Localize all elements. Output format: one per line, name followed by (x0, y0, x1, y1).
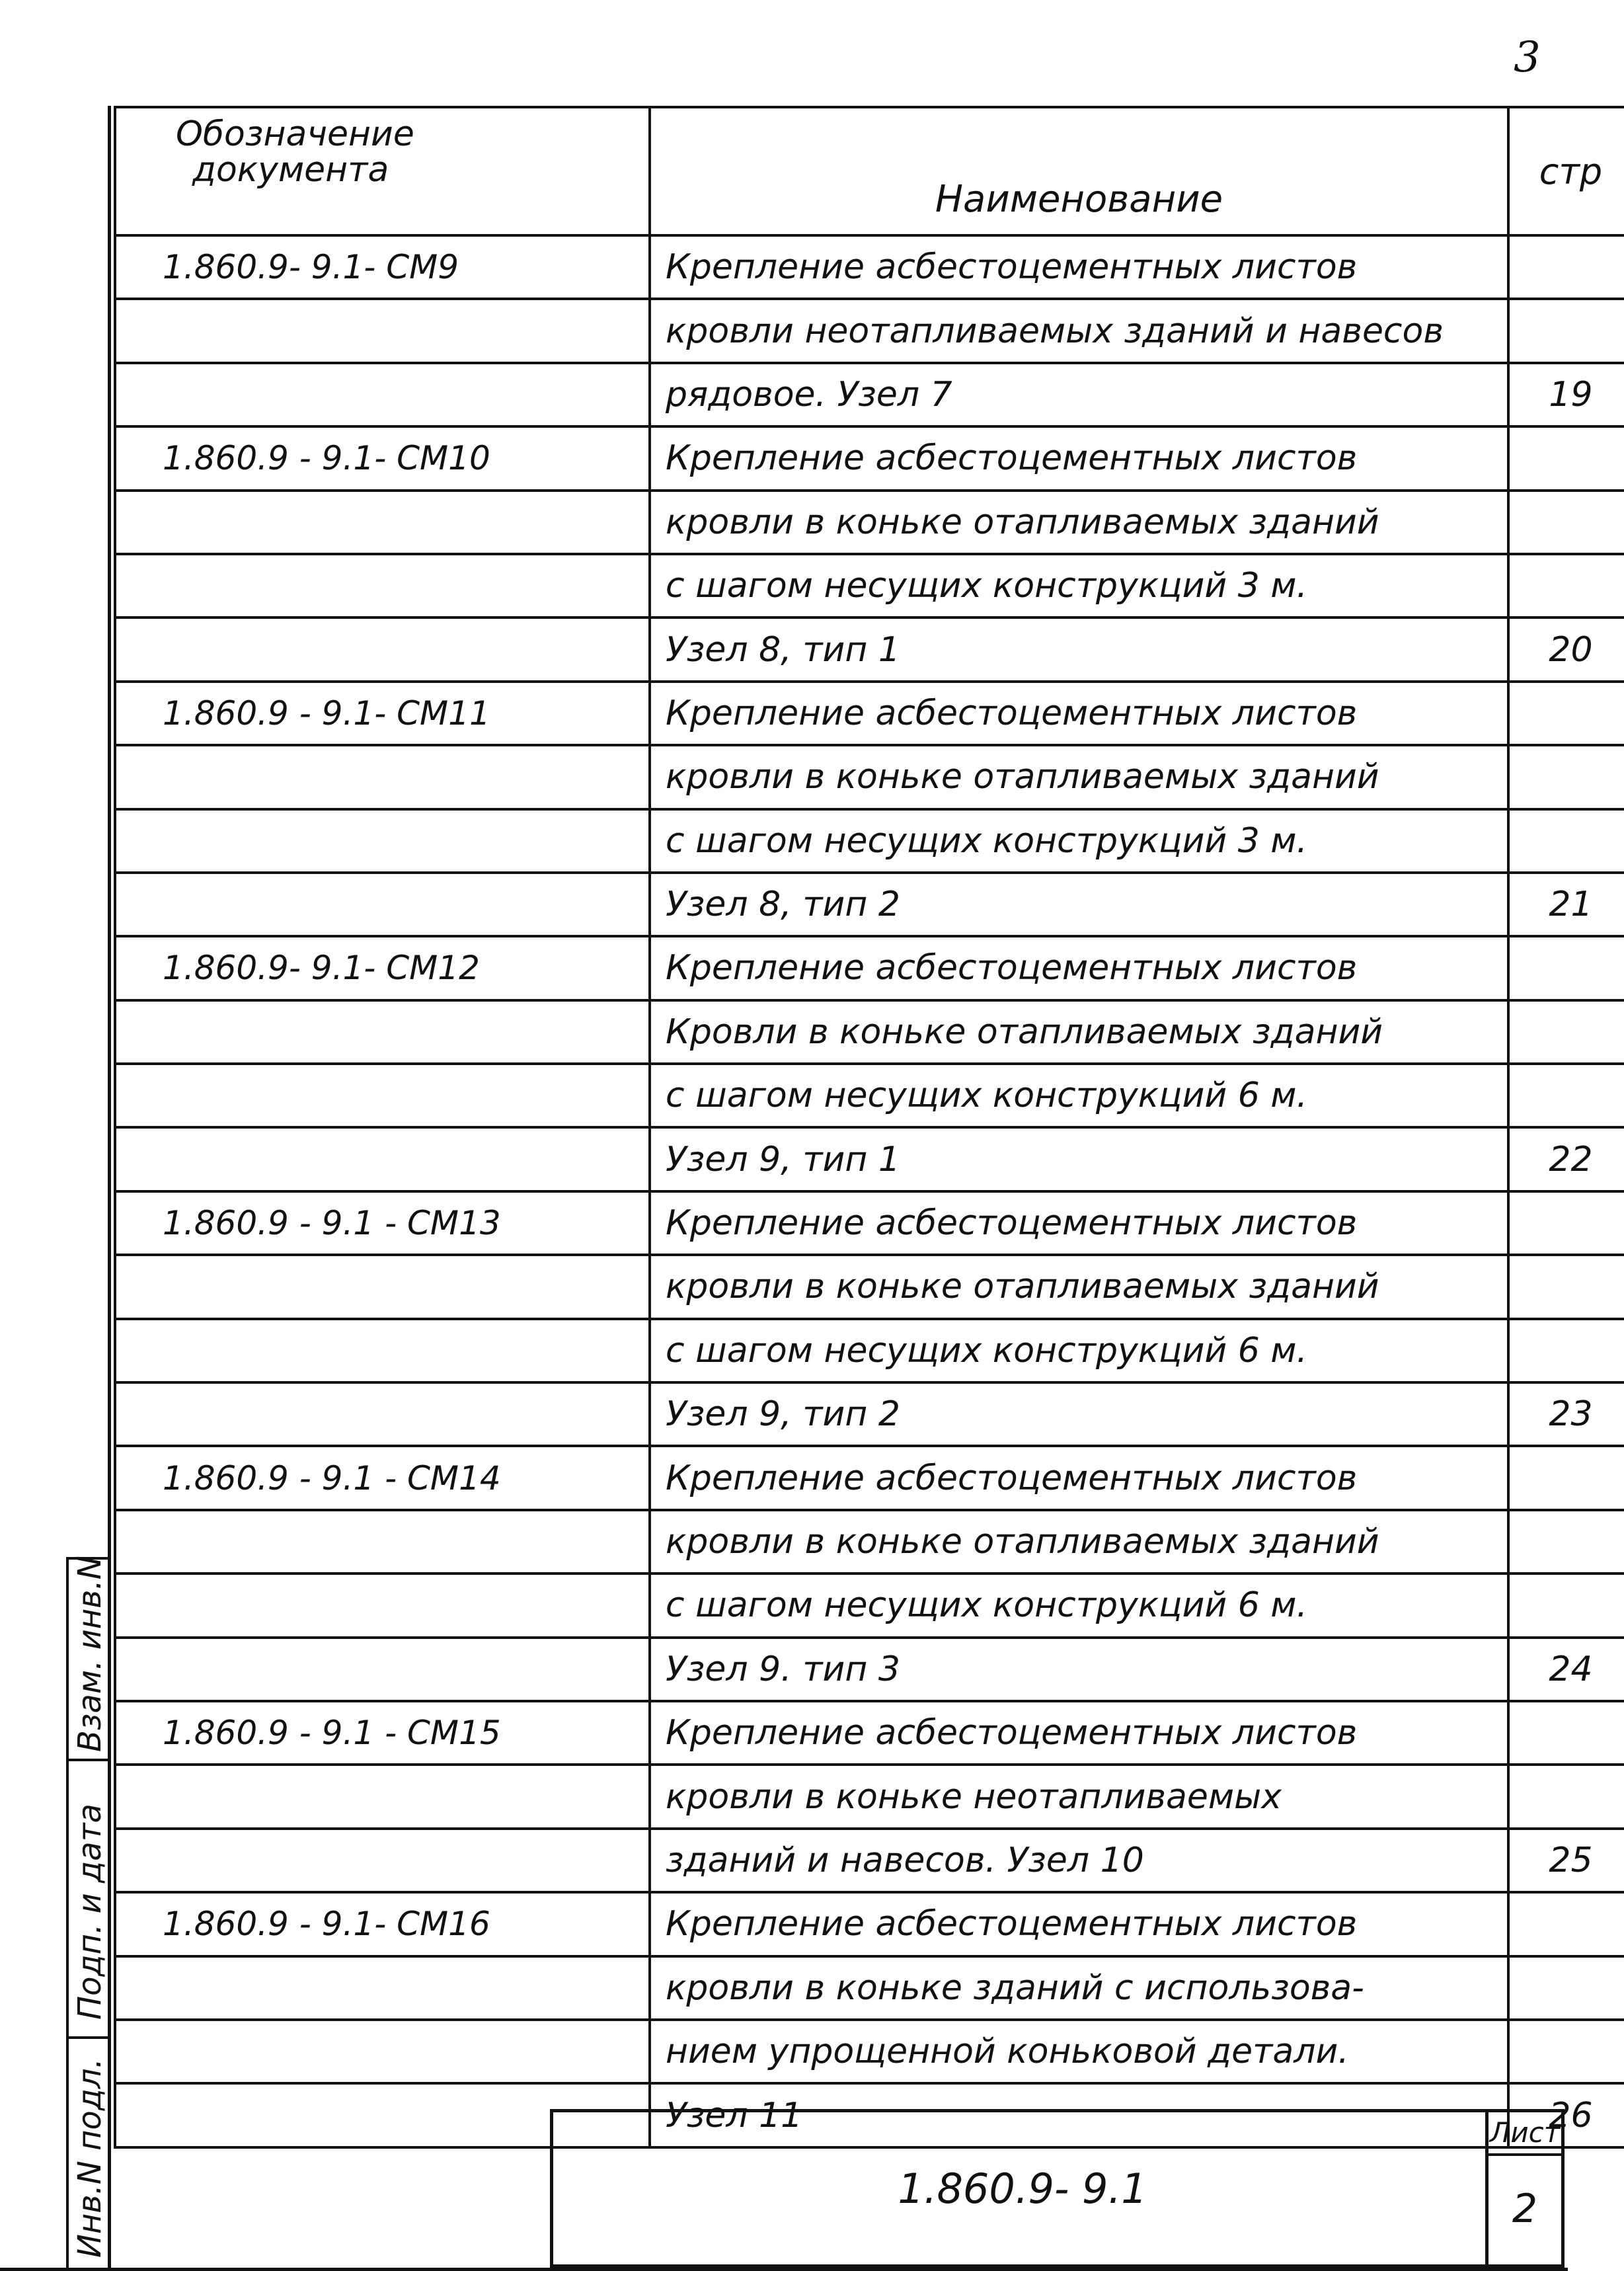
header-code-label-line1: Обозначение (176, 114, 414, 154)
row-page-cell: 24 (1508, 1638, 1624, 1701)
row-name-cell: с шагом несущих конструкций 6 м. (650, 1574, 1508, 1637)
row-name-cell: Узел 8, тип 2 (650, 873, 1508, 936)
row-page-cell (1508, 1765, 1624, 1828)
table-row (115, 554, 1624, 618)
row-page-cell (1508, 1000, 1624, 1064)
contents-table (114, 106, 1624, 2149)
row-name-cell: кровли в коньке отапливаемых зданий (650, 745, 1508, 809)
row-code-cell (115, 554, 650, 618)
row-code-cell (115, 809, 650, 873)
row-name-cell: с шагом несущих конструкций 6 м. (650, 1319, 1508, 1382)
row-name-cell: кровли неотапливаемых зданий и навесов (650, 299, 1508, 362)
row-name-cell: с шагом несущих конструкций 3 м. (650, 809, 1508, 873)
row-page-cell (1508, 1191, 1624, 1255)
row-page-cell (1508, 426, 1624, 490)
row-code-cell (115, 1064, 650, 1127)
row-code-cell (115, 491, 650, 554)
row-page-cell (1508, 809, 1624, 873)
title-block-sheet-number: 2 (1512, 2186, 1538, 2232)
row-page-cell (1508, 1446, 1624, 1509)
row-name-cell: с шагом несущих конструкций 6 м. (650, 1064, 1508, 1127)
row-page-cell: 25 (1508, 1829, 1624, 1892)
row-page-cell (1508, 745, 1624, 809)
table-row (115, 745, 1624, 809)
row-code-cell (115, 1829, 650, 1892)
table-row (115, 1127, 1624, 1191)
stamp-inner-border (66, 1557, 69, 2268)
row-code-cell (115, 299, 650, 362)
table-row (115, 1765, 1624, 1828)
row-page-cell (1508, 1574, 1624, 1637)
row-name-cell: Кровли в коньке отапливаемых зданий (650, 1000, 1508, 1064)
table-row (115, 491, 1624, 554)
table-row (115, 809, 1624, 873)
row-page-cell: 23 (1508, 1382, 1624, 1446)
row-page-cell (1508, 936, 1624, 1000)
row-code-cell (115, 1255, 650, 1318)
table-row (115, 1574, 1624, 1637)
row-name-cell: Узел 9. тип 3 (650, 1638, 1508, 1701)
title-block-sheet (1485, 2112, 1561, 2264)
row-page-cell (1508, 299, 1624, 362)
row-name-cell: Узел 8, тип 1 (650, 618, 1508, 681)
page-number: 3 (1514, 33, 1541, 82)
header-code-label-line2: документа (192, 150, 389, 190)
title-block-doc-code: 1.860.9- 9.1 (898, 2164, 1147, 2213)
row-page-cell (1508, 1701, 1624, 1765)
row-page-cell (1508, 1510, 1624, 1574)
row-code-cell: 1.860.9 - 9.1 - СМ15 (115, 1701, 650, 1765)
row-code-cell: 1.860.9 - 9.1- СМ16 (115, 1892, 650, 1956)
table-row (115, 2020, 1624, 2083)
row-page-cell (1508, 491, 1624, 554)
row-code-cell (115, 873, 650, 936)
row-page-cell (1508, 2020, 1624, 2083)
row-name-cell: Узел 9, тип 1 (650, 1127, 1508, 1191)
row-code-cell (115, 618, 650, 681)
row-name-cell: Крепление асбестоцементных листов (650, 235, 1508, 299)
row-page-cell: 20 (1508, 618, 1624, 681)
table-row (115, 936, 1624, 1000)
table-row (115, 682, 1624, 745)
row-name-cell: кровли в коньке отапливаемых зданий (650, 491, 1508, 554)
title-block (550, 2109, 1565, 2268)
table-row (115, 1191, 1624, 1255)
row-name-cell: Узел 11 (650, 2083, 1508, 2147)
row-name-cell: Крепление асбестоцементных листов (650, 1892, 1508, 1956)
row-name-cell: нием упрощенной коньковой детали. (650, 2020, 1508, 2083)
row-page-cell: 19 (1508, 363, 1624, 426)
row-name-cell: Крепление асбестоцементных листов (650, 1701, 1508, 1765)
row-page-cell (1508, 1064, 1624, 1127)
row-code-cell (115, 1319, 650, 1382)
row-name-cell: кровли в коньке отапливаемых зданий (650, 1510, 1508, 1574)
row-name-cell: Крепление асбестоцементных листов (650, 936, 1508, 1000)
table-row (115, 1319, 1624, 1382)
header-name-cell: Наименование (650, 107, 1508, 235)
row-page-cell (1508, 1956, 1624, 2020)
table-row (115, 1255, 1624, 1318)
row-code-cell (115, 745, 650, 809)
table-row (115, 1064, 1624, 1127)
row-name-cell: Крепление асбестоцементных листов (650, 426, 1508, 490)
table-row (115, 1510, 1624, 1574)
stamp-replace-inv: Взам. инв.N (71, 1556, 108, 1752)
row-page-cell: 26 (1508, 2083, 1624, 2147)
row-code-cell (115, 1956, 650, 2020)
stamp-sign-date: Подп. и дата (71, 1804, 108, 2020)
row-code-cell (115, 1765, 650, 1828)
row-name-cell: Крепление асбестоцементных листов (650, 682, 1508, 745)
row-page-cell (1508, 1892, 1624, 1956)
row-name-cell: Крепление асбестоцементных листов (650, 1446, 1508, 1509)
table-row (115, 1000, 1624, 1064)
row-name-cell: рядовое. Узел 7 (650, 363, 1508, 426)
table-row (115, 1701, 1624, 1765)
row-code-cell (115, 2020, 650, 2083)
row-page-cell (1508, 682, 1624, 745)
table-row (115, 873, 1624, 936)
table-row (115, 1956, 1624, 2020)
header-code-cell (115, 107, 650, 235)
table-row (115, 618, 1624, 681)
header-page-cell: стр (1508, 107, 1624, 235)
row-code-cell: 1.860.9 - 9.1 - СМ14 (115, 1446, 650, 1509)
row-name-cell: зданий и навесов. Узел 10 (650, 1829, 1508, 1892)
table-header-row (115, 107, 1624, 235)
table-row (115, 1382, 1624, 1446)
row-name-cell: кровли в коньке отапливаемых зданий (650, 1255, 1508, 1318)
table-row (115, 1829, 1624, 1892)
row-code-cell (115, 1638, 650, 1701)
row-page-cell (1508, 1319, 1624, 1382)
table-row (115, 299, 1624, 362)
row-name-cell: с шагом несущих конструкций 3 м. (650, 554, 1508, 618)
row-code-cell (115, 1574, 650, 1637)
row-code-cell (115, 1000, 650, 1064)
row-name-cell: кровли в коньке зданий с использова- (650, 1956, 1508, 2020)
row-code-cell: 1.860.9- 9.1- СМ12 (115, 936, 650, 1000)
title-block-sheet-label: Лист (1489, 2112, 1561, 2156)
row-name-cell: кровли в коньке неотапливаемых (650, 1765, 1508, 1828)
table-row (115, 363, 1624, 426)
table-row (115, 1638, 1624, 1701)
row-code-cell: 1.860.9 - 9.1- СМ10 (115, 426, 650, 490)
row-code-cell (115, 1127, 650, 1191)
row-code-cell (115, 1510, 650, 1574)
row-page-cell (1508, 235, 1624, 299)
table-row (115, 1892, 1624, 1956)
stamp-divider-2 (66, 2036, 111, 2039)
stamp-divider-1 (66, 1759, 111, 1761)
row-code-cell: 1.860.9- 9.1- СМ9 (115, 235, 650, 299)
row-page-cell (1508, 1255, 1624, 1318)
row-code-cell: 1.860.9 - 9.1- СМ11 (115, 682, 650, 745)
row-code-cell (115, 363, 650, 426)
row-page-cell (1508, 554, 1624, 618)
stamp-inv-no: Инв.N подл. (71, 2058, 108, 2258)
row-code-cell (115, 1382, 650, 1446)
row-code-cell: 1.860.9 - 9.1 - СМ13 (115, 1191, 650, 1255)
row-name-cell: Узел 9, тип 2 (650, 1382, 1508, 1446)
row-page-cell: 22 (1508, 1127, 1624, 1191)
frame-bottom-border (0, 2268, 1568, 2271)
row-name-cell: Крепление асбестоцементных листов (650, 1191, 1508, 1255)
table-row (115, 1446, 1624, 1509)
table-row (115, 235, 1624, 299)
table-row (115, 426, 1624, 490)
row-page-cell: 21 (1508, 873, 1624, 936)
